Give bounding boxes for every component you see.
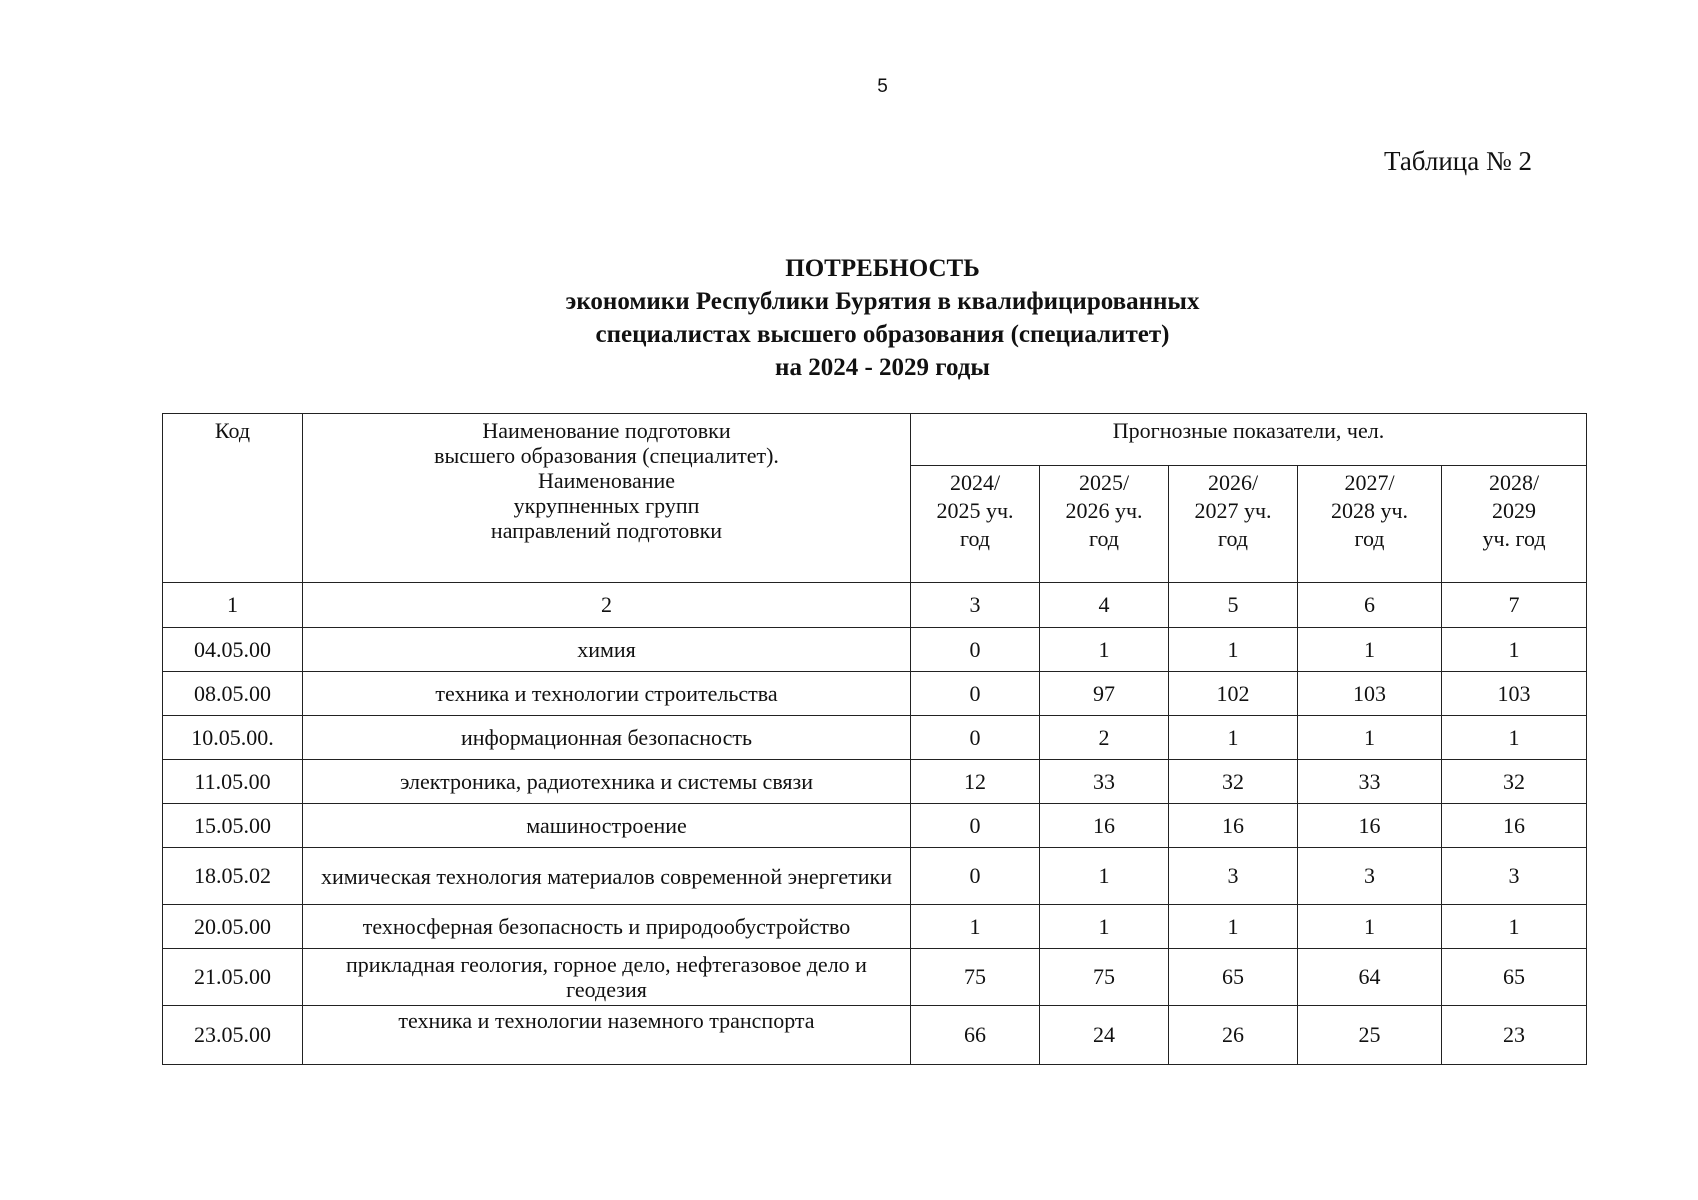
table-row [163, 848, 1587, 905]
row-value: 97 [1040, 672, 1169, 716]
row-value: 33 [1040, 760, 1169, 804]
row-value: 3 [1442, 848, 1587, 905]
column-number: 2 [303, 583, 911, 628]
title-line-4: на 2024 - 2029 годы [775, 354, 990, 381]
row-code: 15.05.00 [163, 804, 303, 848]
row-value: 16 [1442, 804, 1587, 848]
row-value: 64 [1298, 949, 1442, 1006]
row-value: 66 [911, 1006, 1040, 1065]
row-value: 103 [1442, 672, 1587, 716]
row-value: 1 [1442, 905, 1587, 949]
row-value: 1 [1298, 716, 1442, 760]
row-value: 1 [1169, 716, 1298, 760]
page-number: 5 [877, 76, 888, 97]
row-value: 25 [1298, 1006, 1442, 1065]
header-year-2027: 2027/ 2028 уч. год [1298, 466, 1442, 583]
column-number: 1 [163, 583, 303, 628]
title-line-2: экономики Республики Бурятия в квалифицированных [565, 288, 1200, 315]
row-value: 75 [1040, 949, 1169, 1006]
row-code: 23.05.00 [163, 1006, 303, 1065]
row-value: 102 [1169, 672, 1298, 716]
table-row [163, 760, 1587, 804]
document-title [400, 252, 1365, 384]
forecast-table [162, 413, 1587, 1065]
row-value: 1 [1040, 848, 1169, 905]
row-value: 26 [1169, 1006, 1298, 1065]
row-value: 1 [911, 905, 1040, 949]
title-line-1: ПОТРЕБНОСТЬ [785, 255, 980, 282]
row-code: 08.05.00 [163, 672, 303, 716]
row-value: 1 [1442, 628, 1587, 672]
row-name: машиностроение [303, 804, 911, 848]
row-value: 3 [1169, 848, 1298, 905]
row-value: 16 [1040, 804, 1169, 848]
header-name-line: Наименование подготовки [482, 418, 731, 443]
row-value: 1 [1298, 628, 1442, 672]
column-number-row [163, 583, 1587, 628]
table-row [163, 628, 1587, 672]
row-name: техносферная безопасность и природообустройство [303, 905, 911, 949]
row-name: техника и технологии строительства [303, 672, 911, 716]
row-value: 0 [911, 804, 1040, 848]
header-name-line: укрупненных групп [513, 493, 700, 518]
header-year-2025: 2025/ 2026 уч. год [1040, 466, 1169, 583]
table-row [163, 804, 1587, 848]
row-value: 65 [1169, 949, 1298, 1006]
row-value: 33 [1298, 760, 1442, 804]
header-name-line: высшего образования (специалитет). [434, 443, 779, 468]
header-name [303, 414, 911, 583]
row-name: информационная безопасность [303, 716, 911, 760]
row-value: 75 [911, 949, 1040, 1006]
header-name-line: Наименование [537, 468, 676, 493]
title-line-3: специалистах высшего образования (специалитет) [595, 321, 1170, 348]
row-code: 11.05.00 [163, 760, 303, 804]
column-number: 4 [1040, 583, 1169, 628]
row-name: химическая технология материалов современной энергетики [303, 848, 911, 905]
row-value: 16 [1169, 804, 1298, 848]
row-value: 23 [1442, 1006, 1587, 1065]
column-number: 6 [1298, 583, 1442, 628]
row-value: 2 [1040, 716, 1169, 760]
table-row [163, 716, 1587, 760]
table-row [163, 1006, 1587, 1065]
row-code: 20.05.00 [163, 905, 303, 949]
column-number: 3 [911, 583, 1040, 628]
row-name: прикладная геология, горное дело, нефтегазовое дело и геодезия [303, 949, 911, 1006]
row-value: 1 [1169, 905, 1298, 949]
row-value: 3 [1298, 848, 1442, 905]
table-row [163, 905, 1587, 949]
row-code: 10.05.00. [163, 716, 303, 760]
table-caption: Таблица № 2 [1384, 146, 1532, 176]
row-value: 1 [1442, 716, 1587, 760]
header-year-2028: 2028/ 2029 уч. год [1442, 466, 1587, 583]
row-name: электроника, радиотехника и системы связи [303, 760, 911, 804]
row-code: 21.05.00 [163, 949, 303, 1006]
row-value: 65 [1442, 949, 1587, 1006]
header-forecast: Прогнозные показатели, чел. [911, 414, 1587, 466]
row-value: 0 [911, 672, 1040, 716]
row-value: 1 [1169, 628, 1298, 672]
row-value: 0 [911, 628, 1040, 672]
header-name-line: направлений подготовки [490, 518, 723, 543]
row-value: 0 [911, 848, 1040, 905]
row-name: техника и технологии наземного транспорта [303, 1006, 911, 1065]
row-value: 1 [1040, 905, 1169, 949]
row-value: 0 [911, 716, 1040, 760]
row-value: 1 [1040, 628, 1169, 672]
row-value: 103 [1298, 672, 1442, 716]
row-value: 32 [1169, 760, 1298, 804]
row-value: 12 [911, 760, 1040, 804]
header-year-2026: 2026/ 2027 уч. год [1169, 466, 1298, 583]
row-value: 24 [1040, 1006, 1169, 1065]
row-value: 1 [1298, 905, 1442, 949]
table-row [163, 672, 1587, 716]
row-value: 32 [1442, 760, 1587, 804]
header-year-2024: 2024/ 2025 уч. год [911, 466, 1040, 583]
row-code: 04.05.00 [163, 628, 303, 672]
header-code: Код [163, 414, 303, 583]
row-name: химия [303, 628, 911, 672]
column-number: 5 [1169, 583, 1298, 628]
column-number: 7 [1442, 583, 1587, 628]
row-value: 16 [1298, 804, 1442, 848]
row-code: 18.05.02 [163, 848, 303, 905]
table-row [163, 949, 1587, 1006]
